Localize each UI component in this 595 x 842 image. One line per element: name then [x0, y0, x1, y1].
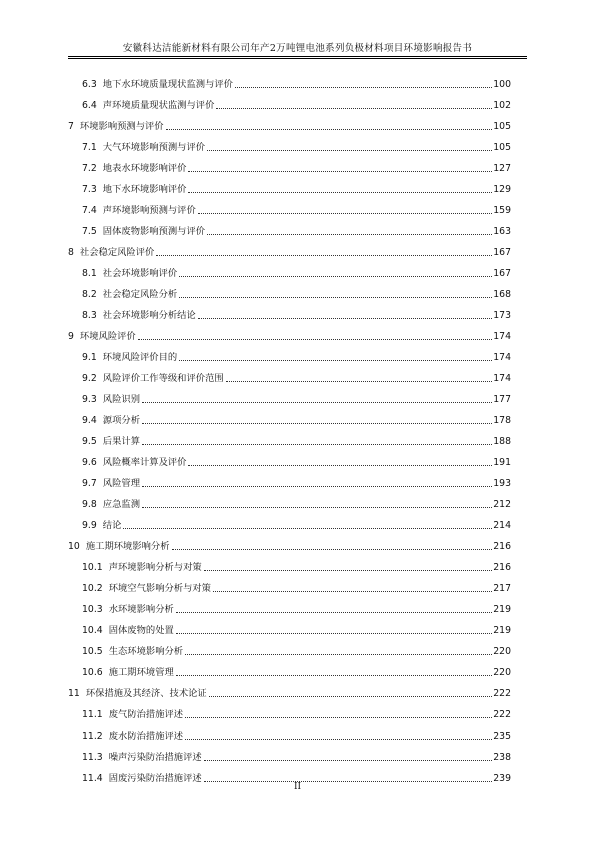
- toc-dot-leader: [156, 255, 492, 256]
- toc-entry-title: 风险评价工作等级和评价范围: [102, 373, 224, 385]
- toc-entry-number: 10.3: [82, 604, 103, 616]
- toc-entry-page: 163: [493, 226, 511, 238]
- toc-entry[interactable]: [68, 427, 511, 448]
- toc-entry-page: 100: [493, 79, 511, 91]
- toc-entry-title: 环境风险评价目的: [102, 352, 178, 364]
- toc-entry-title: 固体废物的处置: [108, 625, 174, 637]
- toc-entry-title: 地下水环境质量现状监测与评价: [102, 79, 233, 91]
- toc-dot-leader: [138, 339, 493, 340]
- toc-entry-number: 11.3: [82, 751, 103, 763]
- table-of-contents: [68, 70, 511, 785]
- toc-dot-leader: [185, 717, 492, 718]
- toc-entry-title: 环境风险评价: [79, 331, 136, 343]
- toc-entry-title: 风险识别: [102, 394, 140, 406]
- toc-entry[interactable]: [68, 406, 511, 427]
- toc-entry-title: 地表水环境影响评价: [102, 163, 187, 175]
- toc-entry[interactable]: [68, 364, 511, 385]
- toc-entry[interactable]: [68, 217, 511, 238]
- toc-entry-number: 6.4: [82, 100, 97, 112]
- toc-entry-title: 地下水环境影响评价: [102, 184, 187, 196]
- toc-entry[interactable]: [68, 385, 511, 406]
- toc-entry-number: 9.2: [82, 373, 97, 385]
- toc-entry[interactable]: [68, 322, 511, 343]
- toc-dot-leader: [179, 297, 492, 298]
- toc-entry-number: 11: [68, 688, 80, 700]
- toc-dot-leader: [176, 633, 492, 634]
- toc-entry-page: 174: [493, 331, 511, 343]
- toc-entry[interactable]: [68, 91, 511, 112]
- toc-dot-leader: [166, 129, 493, 130]
- toc-entry[interactable]: [68, 700, 511, 721]
- toc-dot-leader: [207, 234, 492, 235]
- toc-entry[interactable]: [68, 259, 511, 280]
- toc-entry-number: 9.8: [82, 499, 97, 511]
- toc-entry[interactable]: [68, 154, 511, 175]
- toc-dot-leader: [176, 675, 492, 676]
- toc-entry[interactable]: [68, 112, 511, 133]
- toc-dot-leader: [188, 192, 492, 193]
- toc-entry-number: 9.4: [82, 415, 97, 427]
- toc-dot-leader: [176, 612, 492, 613]
- toc-dot-leader: [204, 760, 493, 761]
- toc-entry-page: 168: [493, 289, 511, 301]
- toc-dot-leader: [188, 465, 492, 466]
- toc-entry[interactable]: [68, 532, 511, 553]
- toc-entry-page: 220: [493, 667, 511, 679]
- toc-entry-number: 8.3: [82, 310, 97, 322]
- toc-entry-number: 9.3: [82, 394, 97, 406]
- toc-entry[interactable]: [68, 133, 511, 154]
- toc-entry-title: 后果计算: [102, 436, 140, 448]
- toc-entry-number: 10: [68, 541, 80, 553]
- toc-dot-leader: [123, 528, 492, 529]
- toc-entry-title: 环境空气影响分析与对策: [108, 583, 211, 595]
- toc-dot-leader: [209, 696, 493, 697]
- toc-entry-page: 220: [493, 646, 511, 658]
- toc-entry[interactable]: [68, 280, 511, 301]
- toc-entry-number: 11.1: [82, 709, 103, 721]
- toc-entry[interactable]: [68, 616, 511, 637]
- toc-entry-number: 10.4: [82, 625, 103, 637]
- toc-entry[interactable]: [68, 553, 511, 574]
- toc-entry[interactable]: [68, 743, 511, 764]
- toc-entry-page: 238: [493, 751, 511, 763]
- toc-entry-title: 社会稳定风险评价: [79, 247, 155, 259]
- toc-entry-page: 217: [493, 583, 511, 595]
- toc-entry-page: 219: [493, 604, 511, 616]
- toc-entry-page: 105: [493, 121, 511, 133]
- toc-entry-number: 10.2: [82, 583, 103, 595]
- toc-entry-page: 219: [493, 625, 511, 637]
- toc-entry-title: 生态环境影响分析: [108, 646, 184, 658]
- toc-entry-number: 10.1: [82, 562, 103, 574]
- running-header: 安徽科达洁能新材料有限公司年产2万吨锂电池系列负极材料项目环境影响报告书: [122, 43, 473, 54]
- toc-entry-page: 167: [493, 268, 511, 280]
- toc-entry[interactable]: [68, 196, 511, 217]
- toc-entry-page: 239: [493, 772, 511, 784]
- toc-entry-number: 7.2: [82, 163, 97, 175]
- toc-entry[interactable]: [68, 679, 511, 700]
- toc-entry-number: 7: [68, 121, 74, 133]
- toc-dot-leader: [235, 87, 492, 88]
- toc-entry-number: 8.2: [82, 289, 97, 301]
- toc-entry[interactable]: [68, 238, 511, 259]
- toc-entry[interactable]: [68, 721, 511, 742]
- toc-entry-title: 大气环境影响预测与评价: [102, 142, 206, 154]
- toc-dot-leader: [142, 507, 492, 508]
- toc-entry-title: 水环境影响分析: [108, 604, 174, 616]
- toc-entry[interactable]: [68, 490, 511, 511]
- toc-entry-title: 风险管理: [102, 478, 140, 490]
- toc-entry-page: 159: [493, 205, 511, 217]
- toc-entry-page: 193: [493, 478, 511, 490]
- toc-entry-page: 222: [493, 688, 511, 700]
- toc-entry-number: 8.1: [82, 268, 97, 280]
- toc-entry-title: 声环境质量现状监测与评价: [102, 100, 215, 112]
- toc-dot-leader: [179, 360, 492, 361]
- toc-dot-leader: [216, 108, 492, 109]
- toc-entry-page: 212: [493, 499, 511, 511]
- toc-entry[interactable]: [68, 637, 511, 658]
- toc-entry-page: 174: [493, 352, 511, 364]
- toc-entry-page: 191: [493, 457, 511, 469]
- toc-entry-page: 174: [493, 373, 511, 385]
- toc-entry[interactable]: [68, 658, 511, 679]
- toc-dot-leader: [185, 739, 492, 740]
- toc-entry-number: 9.6: [82, 457, 97, 469]
- toc-entry-title: 社会环境影响评价: [102, 268, 178, 280]
- toc-dot-leader: [226, 381, 493, 382]
- toc-entry[interactable]: [68, 70, 511, 91]
- toc-entry-number: 11.2: [82, 730, 103, 742]
- toc-entry-title: 固体废物影响预测与评价: [102, 226, 206, 238]
- toc-entry-number: 9.7: [82, 478, 97, 490]
- toc-entry-page: 127: [493, 163, 511, 175]
- toc-entry-number: 9.5: [82, 436, 97, 448]
- toc-entry-page: 235: [493, 730, 511, 742]
- toc-entry-title: 风险概率计算及评价: [102, 457, 187, 469]
- header-rule: [68, 56, 527, 57]
- toc-dot-leader: [204, 570, 493, 571]
- toc-dot-leader: [142, 486, 492, 487]
- toc-entry[interactable]: [68, 595, 511, 616]
- toc-entry-title: 声环境影响预测与评价: [102, 205, 196, 217]
- toc-entry-number: 7.4: [82, 205, 97, 217]
- toc-entry-number: 6.3: [82, 79, 97, 91]
- page-number: II: [293, 782, 302, 792]
- toc-entry-number: 11.4: [82, 772, 103, 784]
- toc-entry[interactable]: [68, 343, 511, 364]
- toc-entry-page: 167: [493, 247, 511, 259]
- toc-entry-title: 应急监测: [102, 499, 140, 511]
- toc-dot-leader: [213, 591, 492, 592]
- toc-dot-leader: [188, 171, 492, 172]
- toc-entry-page: 222: [493, 709, 511, 721]
- toc-entry-number: 7.5: [82, 226, 97, 238]
- toc-dot-leader: [142, 423, 492, 424]
- toc-dot-leader: [142, 402, 492, 403]
- toc-entry-page: 188: [493, 436, 511, 448]
- toc-entry[interactable]: [68, 448, 511, 469]
- toc-entry-number: 8: [68, 247, 74, 259]
- toc-dot-leader: [185, 654, 492, 655]
- toc-entry-number: 9.9: [82, 520, 97, 532]
- toc-entry-page: 177: [493, 394, 511, 406]
- toc-dot-leader: [207, 150, 492, 151]
- toc-dot-leader: [198, 318, 492, 319]
- toc-entry-page: 214: [493, 520, 511, 532]
- toc-entry[interactable]: [68, 574, 511, 595]
- toc-entry-number: 9: [68, 331, 74, 343]
- toc-entry-title: 社会稳定风险分析: [102, 289, 178, 301]
- toc-entry-page: 178: [493, 415, 511, 427]
- toc-dot-leader: [172, 549, 493, 550]
- toc-entry-page: 105: [493, 142, 511, 154]
- toc-entry-page: 216: [493, 541, 511, 553]
- toc-dot-leader: [198, 213, 492, 214]
- toc-entry-number: 10.6: [82, 667, 103, 679]
- toc-entry-number: 10.5: [82, 646, 103, 658]
- toc-entry-title: 废气防治措施评述: [108, 709, 184, 721]
- header-rule-secondary: [68, 58, 527, 59]
- toc-entry-title: 环境影响预测与评价: [79, 121, 164, 133]
- toc-entry-page: 102: [493, 100, 511, 112]
- toc-entry-page: 129: [493, 184, 511, 196]
- toc-entry-title: 源项分析: [102, 415, 140, 427]
- toc-entry-title: 施工期环境管理: [108, 667, 174, 679]
- toc-entry-number: 7.3: [82, 184, 97, 196]
- toc-entry-page: 216: [493, 562, 511, 574]
- toc-entry[interactable]: [68, 469, 511, 490]
- toc-entry-title: 固废污染防治措施评述: [108, 772, 202, 784]
- toc-dot-leader: [179, 276, 492, 277]
- toc-entry-title: 废水防治措施评述: [108, 730, 184, 742]
- toc-entry-title: 结论: [102, 520, 122, 532]
- toc-entry-title: 声环境影响分析与对策: [108, 562, 202, 574]
- toc-entry[interactable]: [68, 511, 511, 532]
- toc-entry[interactable]: [68, 301, 511, 322]
- toc-entry-title: 噪声污染防治措施评述: [108, 751, 202, 763]
- toc-dot-leader: [142, 444, 492, 445]
- toc-entry-title: 环保措施及其经济、技术论证: [85, 688, 207, 700]
- toc-entry-number: 9.1: [82, 352, 97, 364]
- toc-entry-page: 173: [493, 310, 511, 322]
- toc-entry-number: 7.1: [82, 142, 97, 154]
- toc-entry-title: 施工期环境影响分析: [85, 541, 170, 553]
- toc-entry[interactable]: [68, 175, 511, 196]
- toc-entry-title: 社会环境影响分析结论: [102, 310, 196, 322]
